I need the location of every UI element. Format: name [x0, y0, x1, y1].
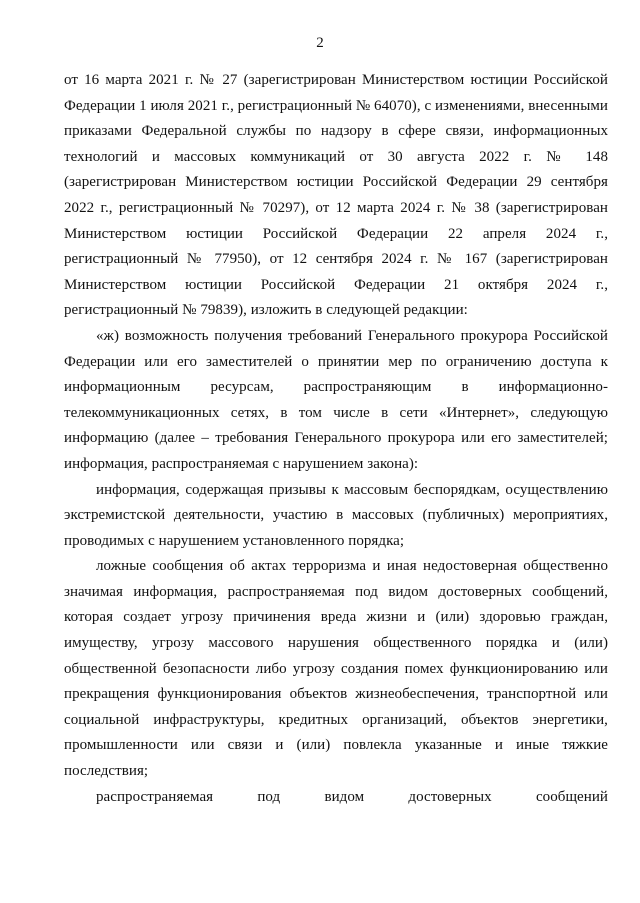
paragraph-item-zh: «ж) возможность получения требований Генерального прокурора Российской Федерации или его заместителей о принятии мер по ограничению доступа к информационным ресурсам, распространяющим в информационно-телекоммуникационных сетях, в том числе в сети «Интернет», следующую информацию (далее – требования Генерального прокурора или его заместителей; информация, распространяемая с нарушением закона):	[64, 327, 608, 472]
paragraph-false-reports-info: ложные сообщения об актах терроризма и иная недостоверная общественно значимая информация, распространяемая под видом достоверных сообщений, которая создает угрозу причинения вреда жизни и (или) здоровью граждан, имуществу, угрозу массового нарушения общественного порядка и (или) общественной безопасности либо угрозу создания помех функционированию или прекращения функционирования объектов жизнеобеспечения, транспортной или социальной инфраструктуры, кредитных организаций, объектов энергетики, промышленности или связи и (или) повлекла указанные и иные тяжкие последствия;	[64, 558, 608, 780]
paragraph-amendment-reference: от 16 марта 2021 г. № 27 (зарегистрирован Министерством юстиции Российской Федерации 1 июля 2021 г., регистрационный № 64070), с изменениями, внесенными приказами Федеральной службы по надзору в сфере связи, информационных технологий и массовых коммуникаций от 30 августа 2022 г. № 148 (зарегистрирован Министерством юстиции Российской Федерации 29 сентября 2022 г., регистрационный № 70297), от 12 марта 2024 г. № 38 (зарегистрирован Министерством юстиции Российской Федерации 22 апреля 2024 г., регистрационный № 77950), от 12 сентября 2024 г. № 167 (зарегистрирован Министерством юстиции Российской Федерации 21 октября 2024 г., регистрационный № 79839), изложить в следующей редакции:	[64, 72, 608, 319]
paragraph-mass-riots-info: информация, содержащая призывы к массовым беспорядкам, осуществлению экстремистской деятельности, участию в массовых (публичных) мероприятиях, проводимых с нарушением установленного порядка;	[64, 481, 608, 549]
paragraph-continued: распространяемая под видом достоверных сообщений	[96, 788, 608, 805]
document-body	[64, 68, 608, 810]
page-number: 2	[316, 35, 324, 51]
